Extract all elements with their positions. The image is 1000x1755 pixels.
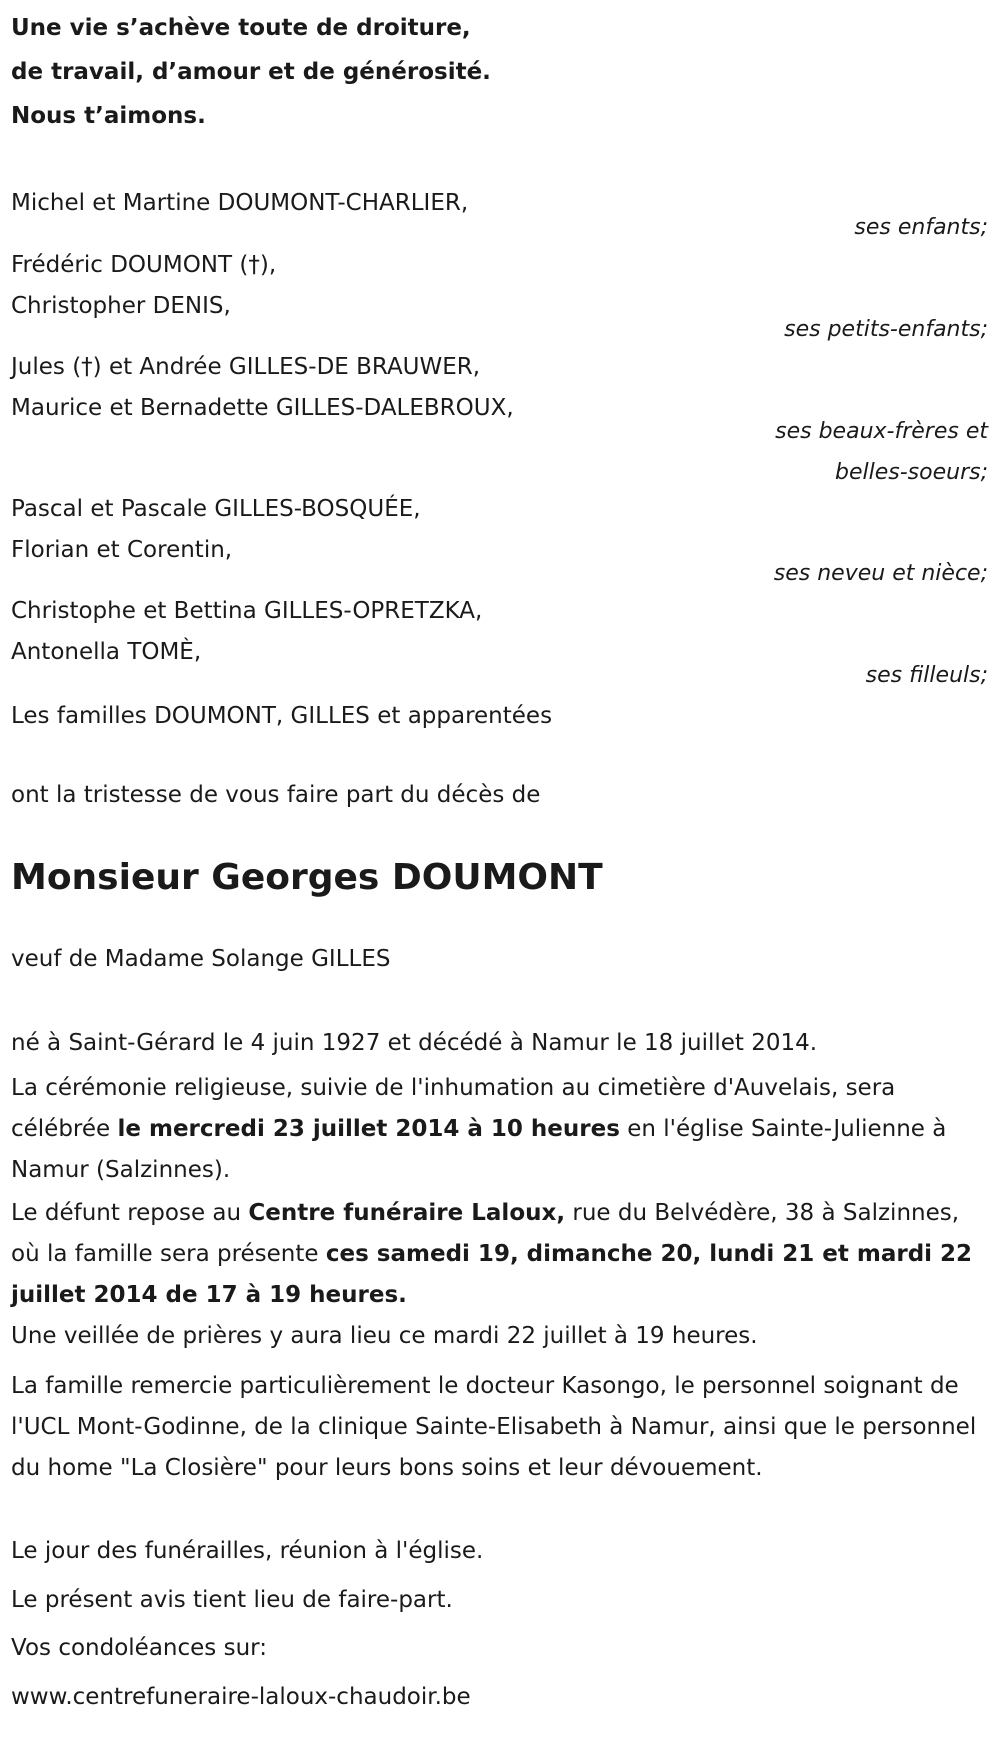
- family-role: [784, 309, 988, 350]
- ceremony-date: le mercredi 23 juillet 2014 à 10 heures: [117, 1116, 620, 1142]
- family-role-text: belles-soeurs;: [835, 460, 988, 485]
- family-name: Michel et Martine DOUMONT-CHARLIER,: [11, 190, 469, 216]
- intro-line: Une vie s’achève toute de droiture,: [11, 15, 471, 41]
- ceremony-text: La cérémonie religieuse, suivie de l'inhumation au cimetière d'Auvelais, sera célébrée: [11, 1075, 896, 1142]
- family-name: Jules (†) et Andrée GILLES-DE BRAUWER,: [11, 354, 481, 380]
- vigil-line: Une veillée de prières y aura lieu ce mardi 22 juillet à 19 heures.: [11, 1323, 758, 1349]
- family-role: [854, 207, 988, 248]
- family-name: Pascal et Pascale GILLES-BOSQUÉE,: [11, 496, 421, 522]
- ceremony-text: en l'église Sainte-Julienne à Namur (Salzinnes).: [11, 1116, 947, 1183]
- family-group: [11, 183, 988, 224]
- family-role-text: ses neveu et nièce;: [773, 561, 988, 586]
- ceremony-paragraph: [11, 1068, 991, 1191]
- family-group: [11, 591, 988, 673]
- birth-death: né à Saint-Gérard le 4 juin 1927 et décédé à Namur le 18 juillet 2014.: [11, 1030, 818, 1056]
- family-role: [775, 411, 988, 493]
- family-name: Frédéric DOUMONT (†),: [11, 252, 277, 278]
- funeral-center: Centre funéraire Laloux,: [248, 1200, 566, 1226]
- family-role-text: ses filleuls;: [865, 663, 988, 688]
- rest-paragraph: [11, 1193, 991, 1316]
- condolences-line: Vos condoléances sur:: [11, 1635, 267, 1661]
- family-name: Florian et Corentin,: [11, 537, 233, 563]
- family-role-text: ses enfants;: [854, 215, 988, 240]
- intro-line: de travail, d’amour et de générosité.: [11, 59, 491, 85]
- widow-line: veuf de Madame Solange GILLES: [11, 946, 391, 972]
- families-line: Les familles DOUMONT, GILLES et apparentées: [11, 703, 553, 729]
- family-role-text: ses beaux-frères et: [775, 419, 988, 444]
- family-name: Maurice et Bernadette GILLES-DALEBROUX,: [11, 395, 514, 421]
- intro-line: Nous t’aimons.: [11, 103, 206, 129]
- notice-line: Le présent avis tient lieu de faire-part.: [11, 1587, 453, 1613]
- family-name: Christophe et Bettina GILLES-OPRETZKA,: [11, 598, 483, 624]
- family-role: [866, 655, 988, 696]
- family-role-text: ses petits-enfants;: [784, 317, 988, 342]
- family-name: Antonella TOMÈ,: [11, 639, 202, 665]
- website-link[interactable]: www.centrefuneraire-laloux-chaudoir.be: [11, 1684, 471, 1710]
- intro-verse: [11, 6, 491, 138]
- family-role: [774, 553, 988, 594]
- rest-text: rue du Belvédère, 38 à Salzinnes, où la famille sera présente: [11, 1200, 960, 1267]
- thanks-paragraph: La famille remercie particulièrement le docteur Kasongo, le personnel soignant de l'UCL Mont-Godinne, de la clinique Sainte-Elisabeth à Namur, ainsi que le personnel du home "La Closière" pour leurs bons soins et leur dévouement.: [11, 1373, 977, 1481]
- family-name: Christopher DENIS,: [11, 293, 231, 319]
- deceased-name: Monsieur Georges DOUMONT: [11, 857, 603, 898]
- visiting-hours: ces samedi 19, dimanche 20, lundi 21 et mardi 22 juillet 2014 de 17 à 19 heures.: [11, 1241, 973, 1308]
- announcement: ont la tristesse de vous faire part du décès de: [11, 782, 541, 808]
- funeral-meeting: Le jour des funérailles, réunion à l'église.: [11, 1538, 484, 1564]
- rest-text: Le défunt repose au: [11, 1200, 249, 1226]
